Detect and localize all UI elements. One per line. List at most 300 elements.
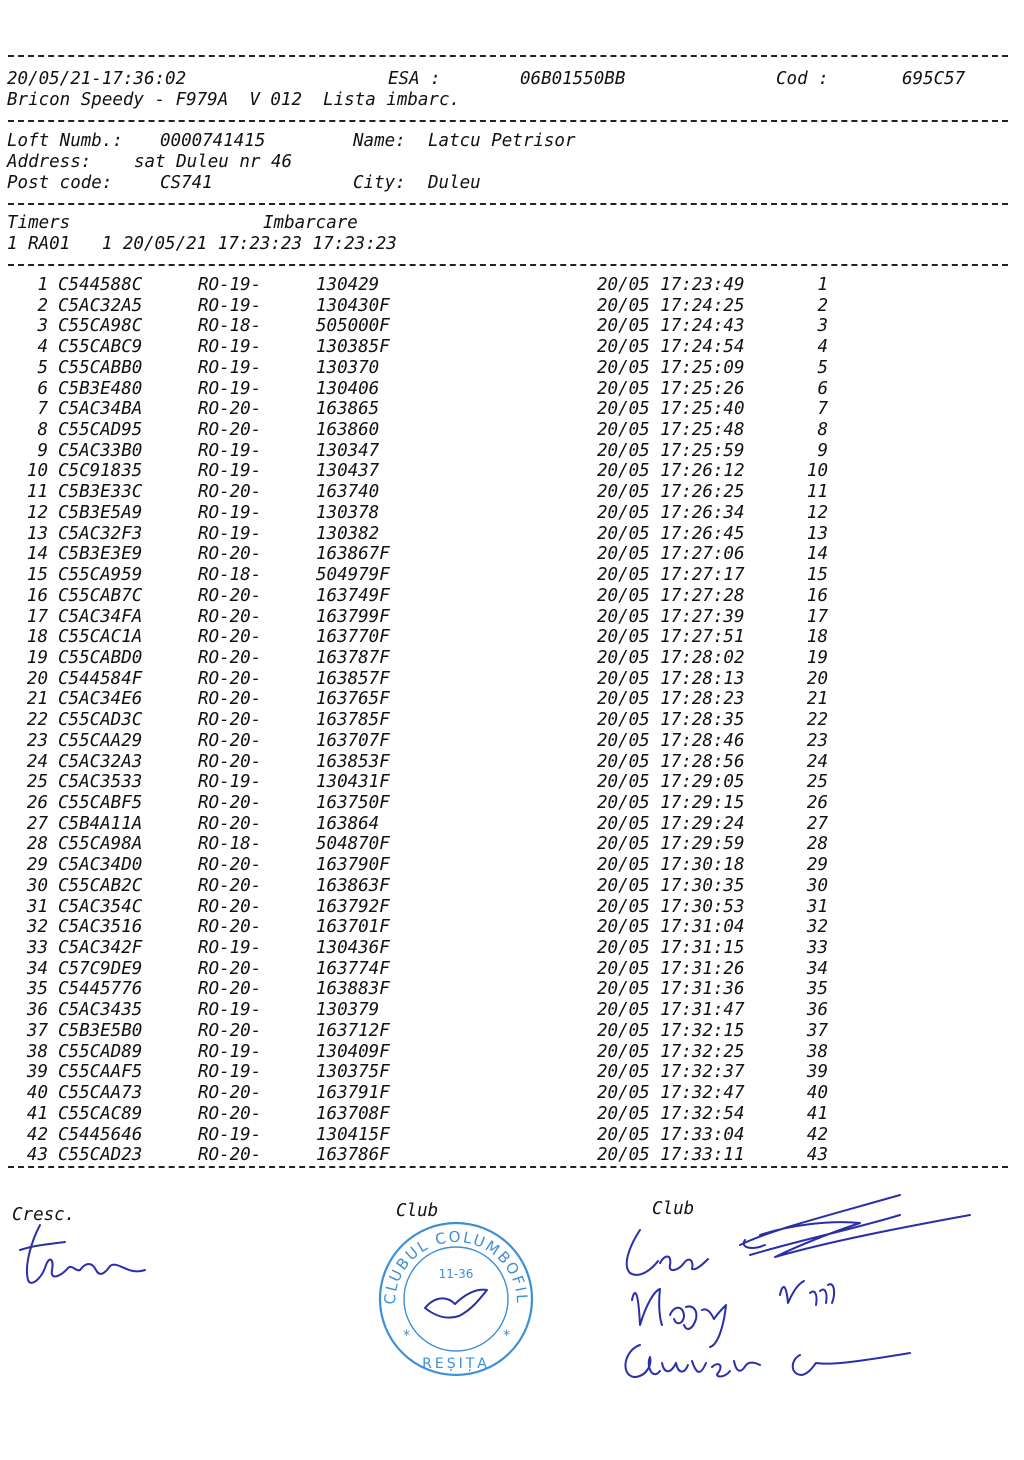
ring-number: 163791F [316, 1083, 390, 1104]
ring-chip-id: C55CABC9 [58, 337, 143, 358]
imbarcare-label: Imbarcare [263, 213, 358, 233]
arrival-time: 20/05 17:33:04 [597, 1124, 745, 1145]
table-row [0, 586, 1024, 607]
stamp-top-text: CLUBUL COLUMBOFIL [380, 1227, 532, 1306]
ring-prefix: RO-20- [198, 1145, 262, 1166]
table-row [0, 834, 1024, 855]
arrival-order: 1 [817, 275, 828, 295]
dashed-rule-header [8, 120, 1008, 122]
ring-number: 163707F [316, 730, 390, 751]
arrival-order: 39 [806, 1062, 828, 1083]
ring-chip-id: C5AC34E6 [58, 689, 143, 710]
header-program-line: Bricon Speedy - F979A V 012 Lista imbarc. [7, 90, 461, 110]
arrival-order: 35 [806, 979, 828, 1000]
row-index: 9 [37, 440, 48, 461]
ring-prefix: RO-20- [198, 793, 262, 813]
club-label-2: Club [652, 1199, 695, 1219]
arrival-order: 3 [817, 316, 828, 337]
row-index: 27 [26, 813, 48, 834]
ring-prefix: RO-19- [198, 440, 262, 461]
ring-number: 130378 [316, 502, 380, 523]
svg-text:*: * [403, 1328, 410, 1344]
arrival-order: 30 [806, 875, 828, 896]
ring-prefix: RO-20- [198, 1083, 262, 1104]
ring-chip-id: C55CAA29 [58, 730, 143, 751]
arrival-order: 21 [806, 689, 828, 710]
row-index: 3 [37, 316, 48, 337]
ring-prefix: RO-20- [198, 730, 262, 751]
table-row [0, 1083, 1024, 1104]
ring-prefix: RO-20- [198, 1103, 262, 1124]
ring-prefix: RO-19- [198, 1062, 262, 1083]
ring-prefix: RO-20- [198, 813, 262, 834]
ring-number: 504979F [316, 565, 390, 586]
header-datetime: 20/05/21-17:36:02 [7, 69, 187, 89]
ring-number: 130436F [316, 938, 390, 959]
row-index: 15 [26, 565, 48, 586]
ring-number: 130437 [316, 461, 380, 482]
arrival-time: 20/05 17:28:13 [597, 668, 745, 689]
ring-chip-id: C5AC33B0 [58, 440, 143, 461]
table-row [0, 482, 1024, 503]
ring-prefix: RO-19- [198, 295, 262, 316]
ring-number: 163749F [316, 585, 390, 606]
ring-chip-id: C5AC354C [58, 896, 143, 917]
ring-prefix: RO-20- [198, 896, 262, 917]
row-index: 37 [26, 1020, 48, 1041]
arrival-time: 20/05 17:26:45 [597, 523, 745, 544]
arrival-time: 20/05 17:24:25 [597, 295, 745, 316]
dashed-rule-top [8, 55, 1008, 57]
ring-prefix: RO-19- [198, 1124, 262, 1145]
table-row [0, 379, 1024, 400]
ring-chip-id: C55CAD95 [58, 420, 143, 441]
arrival-time: 20/05 17:27:06 [597, 544, 745, 565]
ring-prefix: RO-19- [198, 1041, 262, 1062]
arrival-time: 20/05 17:28:02 [597, 647, 745, 668]
arrival-order: 38 [806, 1041, 828, 1062]
arrival-order: 28 [806, 834, 828, 855]
table-row [0, 772, 1024, 793]
ring-chip-id: C55CAAF5 [58, 1062, 143, 1083]
row-index: 16 [26, 585, 48, 606]
table-row [0, 524, 1024, 545]
arrival-order: 11 [806, 482, 828, 503]
arrival-order: 41 [806, 1103, 828, 1124]
arrival-time: 20/05 17:26:25 [597, 482, 745, 503]
arrival-order: 22 [806, 710, 828, 731]
row-index: 14 [26, 544, 48, 565]
arrival-order: 10 [806, 461, 828, 482]
table-row [0, 544, 1024, 565]
arrival-time: 20/05 17:30:53 [597, 896, 745, 917]
arrival-time: 20/05 17:27:39 [597, 606, 745, 627]
arrival-order: 18 [806, 627, 828, 648]
ring-number: 130382 [316, 523, 380, 544]
arrival-time: 20/05 17:28:23 [597, 689, 745, 710]
dashed-rule-owner [8, 203, 1008, 205]
ring-number: 130375F [316, 1062, 390, 1083]
ring-chip-id: C55CABD0 [58, 647, 143, 668]
ring-prefix: RO-20- [198, 606, 262, 627]
arrival-time: 20/05 17:31:47 [597, 1000, 745, 1021]
ring-number: 163750F [316, 793, 390, 813]
ring-prefix: RO-19- [198, 378, 262, 399]
ring-chip-id: C5AC32A3 [58, 751, 143, 772]
ring-number: 163708F [316, 1103, 390, 1124]
arrival-time: 20/05 17:27:17 [597, 565, 745, 586]
city-label: City: [353, 173, 406, 193]
ring-number: 130415F [316, 1124, 390, 1145]
ring-chip-id: C55CABF5 [58, 793, 143, 813]
table-row [0, 731, 1024, 752]
ring-chip-id: C55CA98A [58, 834, 143, 855]
ring-prefix: RO-19- [198, 1000, 262, 1021]
arrival-time: 20/05 17:26:34 [597, 502, 745, 523]
table-row [0, 917, 1024, 938]
arrival-time: 20/05 17:28:46 [597, 730, 745, 751]
ring-number: 163883F [316, 979, 390, 1000]
arrival-order: 15 [806, 565, 828, 586]
header-esa-value: 06B01550BB [520, 69, 626, 89]
row-index: 13 [26, 523, 48, 544]
table-row [0, 565, 1024, 586]
arrival-order: 24 [806, 751, 828, 772]
ring-chip-id: C55CAB7C [58, 585, 143, 606]
address-value: sat Duleu nr 46 [134, 152, 293, 172]
arrival-order: 32 [806, 917, 828, 938]
row-index: 32 [26, 917, 48, 938]
ring-chip-id: C5AC32A5 [58, 295, 143, 316]
owner-name-label: Name: [353, 131, 406, 151]
ring-chip-id: C5AC3533 [58, 772, 143, 793]
ring-chip-id: C57C9DE9 [58, 958, 143, 979]
ring-chip-id: C544588C [58, 275, 143, 295]
table-row [0, 607, 1024, 628]
ring-prefix: RO-19- [198, 461, 262, 482]
table-row [0, 752, 1024, 773]
ring-chip-id: C5B3E5B0 [58, 1020, 143, 1041]
arrival-order: 14 [806, 544, 828, 565]
ring-number: 130429 [316, 275, 380, 295]
cresc-label: Cresc. [12, 1205, 76, 1225]
arrival-time: 20/05 17:25:48 [597, 420, 745, 441]
ring-prefix: RO-19- [198, 337, 262, 358]
ring-number: 163701F [316, 917, 390, 938]
row-index: 39 [26, 1062, 48, 1083]
ring-number: 130409F [316, 1041, 390, 1062]
ring-chip-id: C5AC32F3 [58, 523, 143, 544]
arrival-time: 20/05 17:32:37 [597, 1062, 745, 1083]
ring-chip-id: C5B4A11A [58, 813, 143, 834]
header-cod-label: Cod : [776, 69, 829, 89]
arrival-time: 20/05 17:28:56 [597, 751, 745, 772]
table-row [0, 1042, 1024, 1063]
arrival-time: 20/05 17:33:11 [597, 1145, 745, 1166]
arrival-time: 20/05 17:31:15 [597, 938, 745, 959]
club-stamp [375, 1218, 537, 1380]
ring-prefix: RO-20- [198, 710, 262, 731]
arrival-order: 7 [817, 399, 828, 420]
arrival-order: 6 [817, 378, 828, 399]
table-row [0, 1000, 1024, 1021]
table-row [0, 1125, 1024, 1146]
ring-number: 163857F [316, 668, 390, 689]
table-row [0, 358, 1024, 379]
ring-chip-id: C5AC342F [58, 938, 143, 959]
arrival-order: 33 [806, 938, 828, 959]
table-row [0, 855, 1024, 876]
ring-number: 505000F [316, 316, 390, 337]
ring-chip-id: C5AC34FA [58, 606, 143, 627]
arrival-order: 31 [806, 896, 828, 917]
ring-chip-id: C5B3E480 [58, 378, 143, 399]
arrival-time: 20/05 17:23:49 [597, 275, 745, 295]
ring-prefix: RO-20- [198, 420, 262, 441]
ring-number: 163785F [316, 710, 390, 731]
dashed-rule-bottom [8, 1166, 1008, 1168]
ring-prefix: RO-20- [198, 917, 262, 938]
ring-prefix: RO-19- [198, 523, 262, 544]
table-row [0, 897, 1024, 918]
city-value: Duleu [428, 173, 481, 193]
arrival-order: 8 [817, 420, 828, 441]
ring-number: 130379 [316, 1000, 380, 1021]
table-row [0, 399, 1024, 420]
ring-number: 130431F [316, 772, 390, 793]
ring-number: 163765F [316, 689, 390, 710]
table-row [0, 959, 1024, 980]
ring-number: 163863F [316, 875, 390, 896]
ring-chip-id: C55CA959 [58, 565, 143, 586]
row-index: 26 [26, 793, 48, 813]
table-row [0, 876, 1024, 897]
owner-signature [10, 1220, 160, 1295]
ring-prefix: RO-19- [198, 938, 262, 959]
ring-prefix: RO-20- [198, 627, 262, 648]
row-index: 6 [37, 378, 48, 399]
row-index: 10 [26, 461, 48, 482]
table-row [0, 1145, 1024, 1166]
ring-chip-id: C5B3E5A9 [58, 502, 143, 523]
ring-prefix: RO-20- [198, 668, 262, 689]
ring-chip-id: C55CAC1A [58, 627, 143, 648]
ring-prefix: RO-19- [198, 772, 262, 793]
row-index: 11 [26, 482, 48, 503]
ring-chip-id: C55CAC89 [58, 1103, 143, 1124]
table-row [0, 1104, 1024, 1125]
address-label: Address: [7, 152, 92, 172]
header-cod-value: 695C57 [902, 69, 966, 89]
timer-line: 1 RA01 1 20/05/21 17:23:23 17:23:23 [7, 234, 397, 254]
arrival-time: 20/05 17:31:26 [597, 958, 745, 979]
table-row [0, 1062, 1024, 1083]
table-row [0, 648, 1024, 669]
row-index: 8 [37, 420, 48, 441]
row-index: 7 [37, 399, 48, 420]
arrival-time: 20/05 17:27:51 [597, 627, 745, 648]
row-index: 41 [26, 1103, 48, 1124]
row-index: 38 [26, 1041, 48, 1062]
table-row [0, 420, 1024, 441]
ring-number: 163712F [316, 1020, 390, 1041]
table-row [0, 337, 1024, 358]
arrival-order: 9 [817, 440, 828, 461]
ring-chip-id: C55CABB0 [58, 357, 143, 378]
club-signatures [600, 1185, 1000, 1395]
arrival-order: 26 [806, 793, 828, 813]
row-index: 31 [26, 896, 48, 917]
arrival-order: 36 [806, 1000, 828, 1021]
row-index: 12 [26, 502, 48, 523]
ring-chip-id: C55CAD89 [58, 1041, 143, 1062]
svg-text:*: * [503, 1328, 510, 1344]
row-index: 4 [37, 337, 48, 358]
table-row [0, 296, 1024, 317]
ring-prefix: RO-20- [198, 958, 262, 979]
row-index: 21 [26, 689, 48, 710]
arrival-order: 43 [806, 1145, 828, 1166]
arrival-order: 17 [806, 606, 828, 627]
ring-number: 163774F [316, 958, 390, 979]
ring-number: 130430F [316, 295, 390, 316]
table-row [0, 1021, 1024, 1042]
ring-chip-id: C55CAD23 [58, 1145, 143, 1166]
ring-number: 163853F [316, 751, 390, 772]
table-row [0, 441, 1024, 462]
arrival-time: 20/05 17:32:15 [597, 1020, 745, 1041]
ring-prefix: RO-19- [198, 502, 262, 523]
arrival-time: 20/05 17:24:43 [597, 316, 745, 337]
arrival-order: 37 [806, 1020, 828, 1041]
arrival-order: 23 [806, 730, 828, 751]
ring-prefix: RO-20- [198, 647, 262, 668]
table-row [0, 793, 1024, 814]
ring-chip-id: C55CAA73 [58, 1083, 143, 1104]
arrival-order: 40 [806, 1083, 828, 1104]
ring-prefix: RO-20- [198, 855, 262, 876]
ring-number: 163792F [316, 896, 390, 917]
ring-prefix: RO-18- [198, 316, 262, 337]
arrival-time: 20/05 17:26:12 [597, 461, 745, 482]
arrival-time: 20/05 17:32:47 [597, 1083, 745, 1104]
arrival-time: 20/05 17:25:59 [597, 440, 745, 461]
owner-name-value: Latcu Petrisor [428, 131, 576, 151]
row-index: 17 [26, 606, 48, 627]
table-row [0, 669, 1024, 690]
stamp-code: 11-36 [438, 1267, 474, 1281]
row-index: 42 [26, 1124, 48, 1145]
ring-chip-id: C544584F [58, 668, 143, 689]
table-row [0, 938, 1024, 959]
ring-chip-id: C5AC34D0 [58, 855, 143, 876]
loft-number-label: Loft Numb.: [7, 131, 123, 151]
row-index: 20 [26, 668, 48, 689]
arrival-order: 12 [806, 502, 828, 523]
ring-number: 163864 [316, 813, 380, 834]
arrival-time: 20/05 17:29:15 [597, 793, 745, 813]
row-index: 25 [26, 772, 48, 793]
table-row [0, 503, 1024, 524]
arrival-time: 20/05 17:27:28 [597, 585, 745, 606]
row-index: 19 [26, 647, 48, 668]
arrival-order: 34 [806, 958, 828, 979]
row-index: 1 [37, 275, 48, 295]
table-row [0, 627, 1024, 648]
ring-number: 163865 [316, 399, 380, 420]
ring-chip-id: C5B3E3E9 [58, 544, 143, 565]
dashed-rule-timers [8, 264, 1008, 266]
ring-prefix: RO-20- [198, 979, 262, 1000]
arrival-time: 20/05 17:32:54 [597, 1103, 745, 1124]
ring-number: 163770F [316, 627, 390, 648]
ring-number: 163787F [316, 647, 390, 668]
dove-icon [425, 1290, 487, 1318]
arrival-time: 20/05 17:30:18 [597, 855, 745, 876]
table-row [0, 979, 1024, 1000]
ring-number: 504870F [316, 834, 390, 855]
ring-prefix: RO-20- [198, 482, 262, 503]
stamp-bottom-text: REȘIȚA [422, 1356, 490, 1372]
table-row [0, 814, 1024, 835]
row-index: 18 [26, 627, 48, 648]
arrival-time: 20/05 17:29:59 [597, 834, 745, 855]
row-index: 34 [26, 958, 48, 979]
row-index: 43 [26, 1145, 48, 1166]
ring-chip-id: C55CAD3C [58, 710, 143, 731]
arrival-time: 20/05 17:31:04 [597, 917, 745, 938]
arrival-time: 20/05 17:31:36 [597, 979, 745, 1000]
ring-prefix: RO-20- [198, 689, 262, 710]
ring-number: 130406 [316, 378, 380, 399]
postcode-value: CS741 [160, 173, 213, 193]
row-index: 23 [26, 730, 48, 751]
arrival-order: 19 [806, 647, 828, 668]
arrival-time: 20/05 17:25:09 [597, 357, 745, 378]
ring-prefix: RO-20- [198, 1020, 262, 1041]
club-label-1: Club [396, 1201, 439, 1221]
ring-chip-id: C5445646 [58, 1124, 143, 1145]
ring-chip-id: C5B3E33C [58, 482, 143, 503]
arrival-order: 42 [806, 1124, 828, 1145]
arrival-order: 20 [806, 668, 828, 689]
row-index: 29 [26, 855, 48, 876]
arrival-order: 25 [806, 772, 828, 793]
timers-label: Timers [7, 213, 71, 233]
arrival-time: 20/05 17:32:25 [597, 1041, 745, 1062]
row-index: 36 [26, 1000, 48, 1021]
ring-chip-id: C5AC3435 [58, 1000, 143, 1021]
ring-number: 163867F [316, 544, 390, 565]
row-index: 35 [26, 979, 48, 1000]
arrival-time: 20/05 17:28:35 [597, 710, 745, 731]
ring-chip-id: C5AC3516 [58, 917, 143, 938]
ring-prefix: RO-19- [198, 357, 262, 378]
header-esa-label: ESA : [388, 69, 441, 89]
arrival-order: 29 [806, 855, 828, 876]
ring-number: 163860 [316, 420, 380, 441]
arrival-time: 20/05 17:25:40 [597, 399, 745, 420]
arrival-time: 20/05 17:29:24 [597, 813, 745, 834]
ring-prefix: RO-18- [198, 565, 262, 586]
ring-prefix: RO-19- [198, 275, 262, 295]
arrival-time: 20/05 17:24:54 [597, 337, 745, 358]
ring-prefix: RO-20- [198, 585, 262, 606]
row-index: 28 [26, 834, 48, 855]
row-index: 40 [26, 1083, 48, 1104]
postcode-label: Post code: [7, 173, 113, 193]
table-row [0, 275, 1024, 296]
